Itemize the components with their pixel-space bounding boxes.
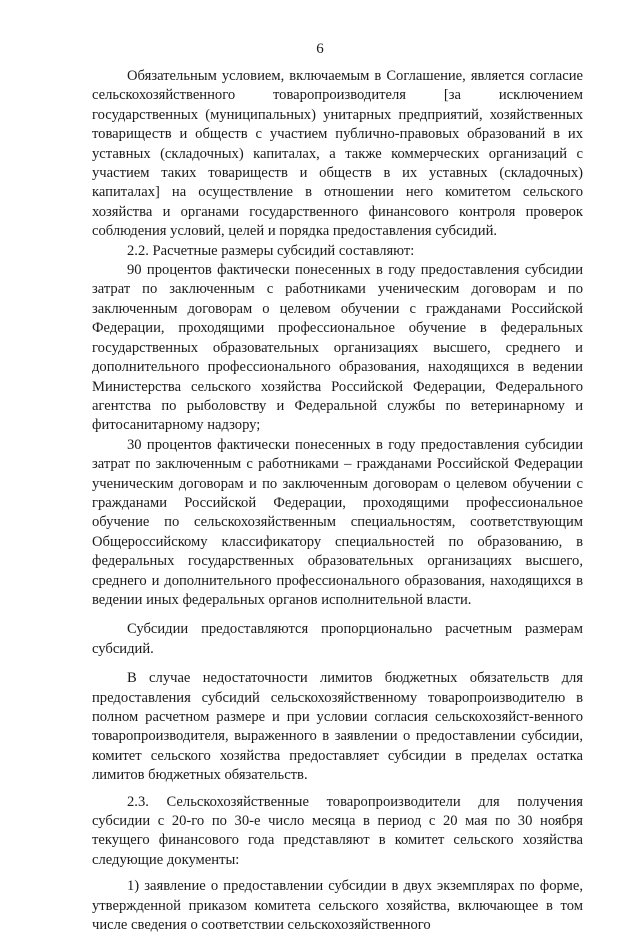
paragraph-section-2-2-heading: 2.2. Расчетные размеры субсидий составляют:: [127, 242, 415, 259]
page-number: 6: [316, 41, 324, 57]
paragraph-consent-condition: Обязательным условием, включаемым в Соглашение, является согласие сельскохозяйственного товаропроизводителя [за исключением государственных (муниципальных) унитарных предприятий, хозяйственных товариществ и обществ с участием публично-правовых образований в их уставных (складочных) капиталах, а также коммерческих организаций с участием таких товариществ и обществ в их уставных (складочных) капиталах] на осуществление в отношении него комитетом сельского хозяйства и органами государственного финансового контроля проверок соблюдения условий, целей и порядка предоставления субсидий.: [92, 68, 583, 240]
paragraph-90-percent: 90 процентов фактически понесенных в году предоставления субсидии затрат по заключенным с работниками ученическим договорам и по заключенным договорам о целевом обучении с гражданами Российской Федерации, проходящими профессиональное обучение в федеральных государственных образовательных организациях высшего, среднего и дополнительного профессионального образования, находящихся в ведении Министерства сельского хозяйства Российской Федерации, Федерального агентства по рыболовству и Федеральной службы по ветеринарному и фитосанитарному надзору;: [92, 262, 583, 434]
paragraph-proportional-subsidies: Субсидии предоставляются пропорционально расчетным размерам субсидий.: [92, 621, 583, 657]
paragraph-insufficient-limits: В случае недостаточности лимитов бюджетных обязательств для предоставления субсидий сельскохозяйственному товаропроизводителю в полном расчетном размере и при условии согласия сельскохозяйст-венного товаропроизводителя, выраженного в заявлении о предоставлении субсидии, комитет сельского хозяйства предоставляет субсидии в пределах остатка лимитов бюджетных обязательств.: [92, 670, 583, 784]
paragraph-item-1-application: 1) заявление о предоставлении субсидии в двух экземплярах по форме, утвержденной приказом комитета сельского хозяйства, включающее в том числе сведения о соответствии сельскохозяйственного: [92, 878, 583, 934]
paragraph-30-percent: 30 процентов фактически понесенных в году предоставления субсидии затрат по заключенным с работниками – гражданами Российской Федерации ученическим договорам и по заключенным договорам о целевом обучении с гражданами Российской Федерации, проходящими профессиональное обучение по сельскохозяйственным специальностям, соответствующим Общероссийскому классификатору специальностей по образованию, в федеральных государственных образовательных организациях высшего, среднего и дополнительного профессионального образования, находящихся в ведении иных федеральных органов исполнительной власти.: [92, 436, 583, 608]
document-body: [92, 67, 583, 935]
paragraph-section-2-3: 2.3. Сельскохозяйственные товаропроизводители для получения субсидии с 20-го по 30-е число месяца в период с 20 мая по 30 ноября текущего финансового года представляют в комитет сельского хозяйства следующие документы:: [92, 793, 583, 868]
